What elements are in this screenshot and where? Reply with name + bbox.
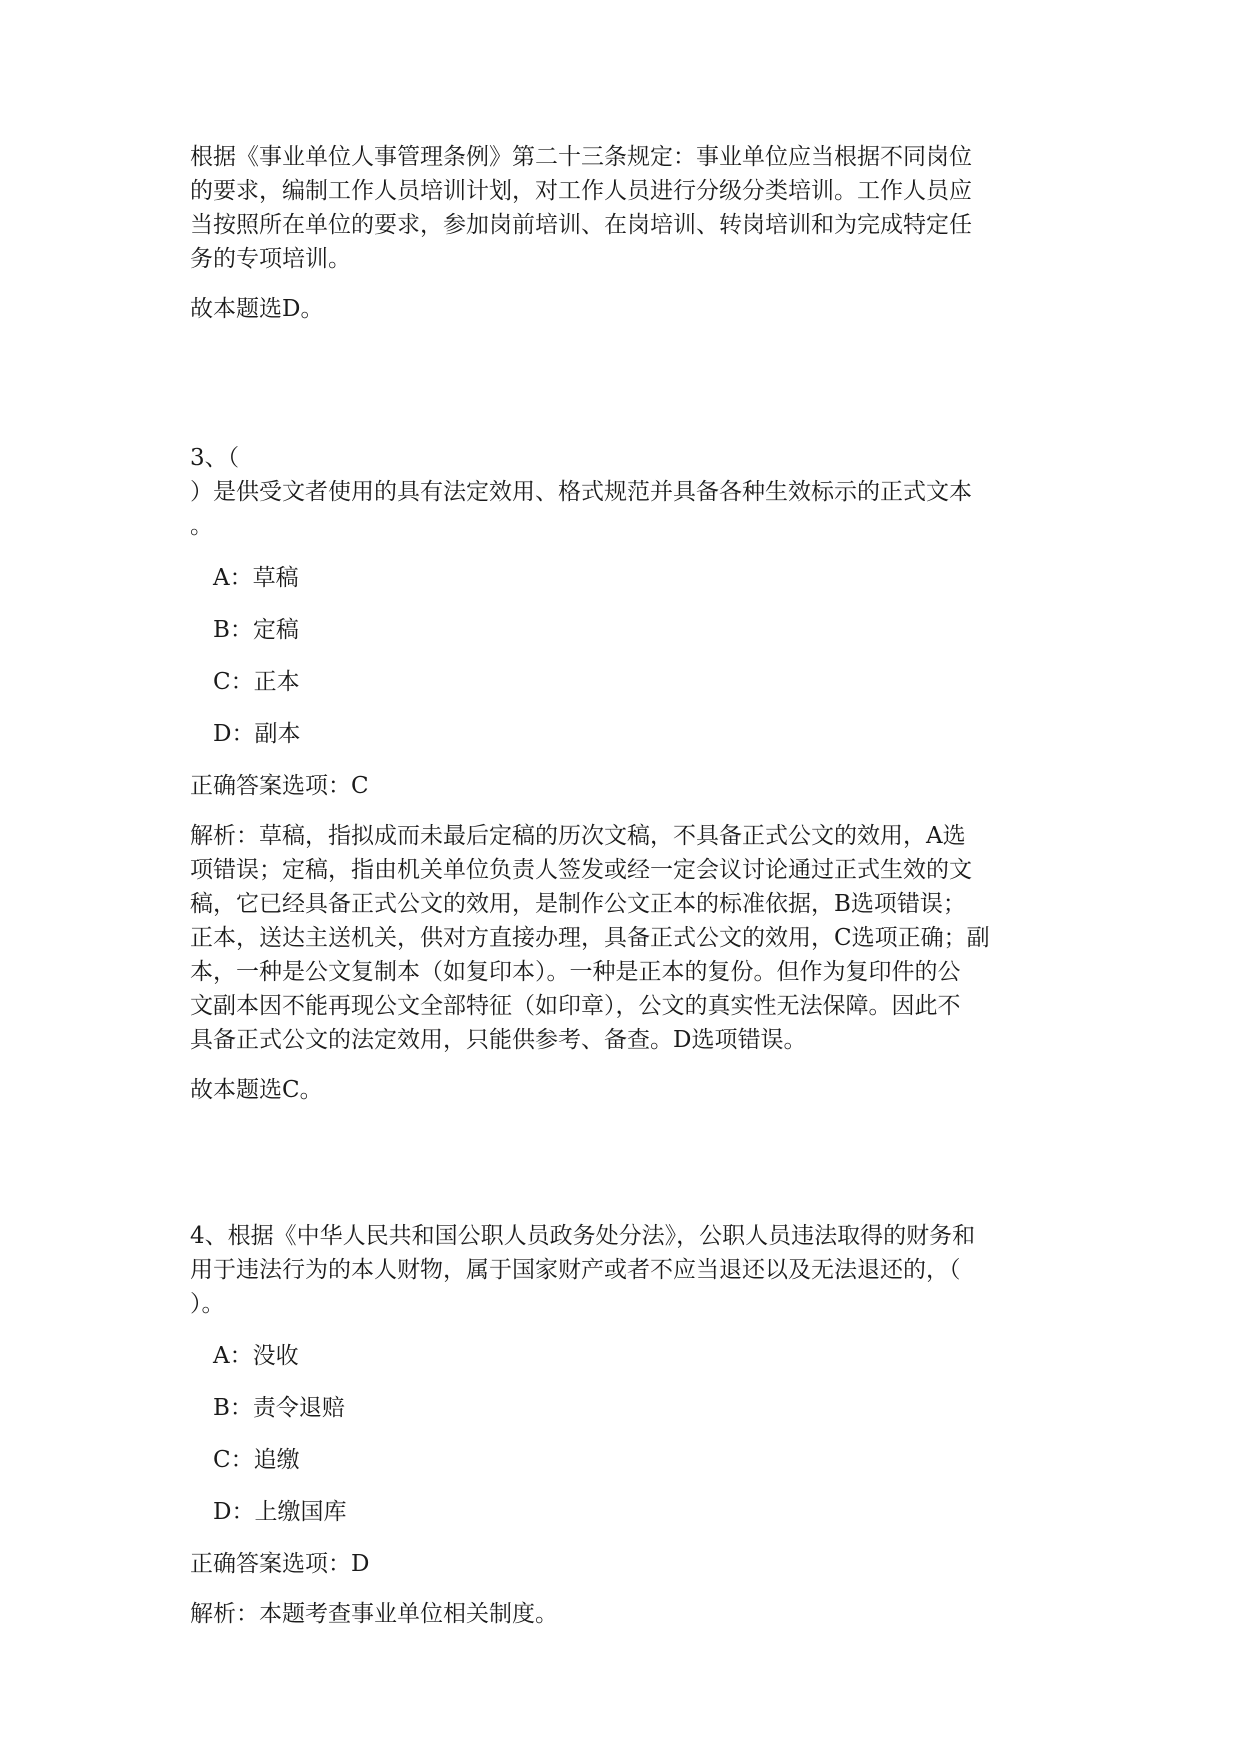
- question-4-stem: 4、根据《中华人民共和国公职人员政务处分法》，公职人员违法取得的财务和 用于违法行为的本人财物，属于国家财产或者不应当退还以及无法退还的，（ ）。: [190, 1223, 976, 1317]
- question-4-option-b: B：责令退赔: [213, 1395, 345, 1421]
- prev-explanation-text: 根据《事业单位人事管理条例》第二十三条规定：事业单位应当根据不同岗位 的要求，编制工作人员培训计划，对工作人员进行分级分类培训。工作人员应 当按照所在单位的要求，参加岗前培训、在岗培训、转岗培训和为完成特定任 务的专项培训。: [190, 144, 972, 272]
- question-4: [190, 1219, 1060, 1631]
- question-3-analysis: 解析：草稿，指拟成而未最后定稿的历次文稿，不具备正式公文的效用，A选 项错误；定稿，指由机关单位负责人签发或经一定会议讨论通过正式生效的文 稿，它已经具备正式公文的效用，是制作公文正本的标准依据，B选项错误； 正本，送达主送机关，供对方直接办理，具备正式公文的效用，C选项正确；副 本，一种是公文复制本（如复印本）。一种是正本的复份。但作为复印件的公 文副本因不能再现公文全部特征（如印章），公文的真实性无法保障。因此不 具备正式公文的法定效用，只能供参考、备查。D选项错误。: [190, 823, 990, 1053]
- question-3: [190, 441, 1060, 1107]
- question-3-conclusion: 故本题选C。: [190, 1077, 323, 1103]
- question-3-stem: 3、（ ）是供受文者使用的具有法定效用、格式规范并具备各种生效标示的正式文本 。: [190, 445, 972, 539]
- spacer: [190, 326, 1060, 441]
- document-page: [190, 140, 1060, 1647]
- question-4-answer: 正确答案选项：D: [190, 1551, 370, 1577]
- question-3-option-d: D：副本: [213, 721, 301, 747]
- question-4-option-a: A：没收: [213, 1343, 299, 1369]
- question-3-option-a: A：草稿: [213, 565, 299, 591]
- question-4-option-d: D：上缴国库: [213, 1499, 347, 1525]
- prev-conclusion: 故本题选D。: [190, 296, 324, 322]
- question-4-analysis: 解析：本题考查事业单位相关制度。: [190, 1601, 558, 1627]
- question-3-option-c: C：正本: [213, 669, 300, 695]
- question-3-answer: 正确答案选项：C: [190, 773, 369, 799]
- question-4-option-c: C：追缴: [213, 1447, 300, 1473]
- question-3-option-b: B：定稿: [213, 617, 299, 643]
- spacer: [190, 1107, 1060, 1219]
